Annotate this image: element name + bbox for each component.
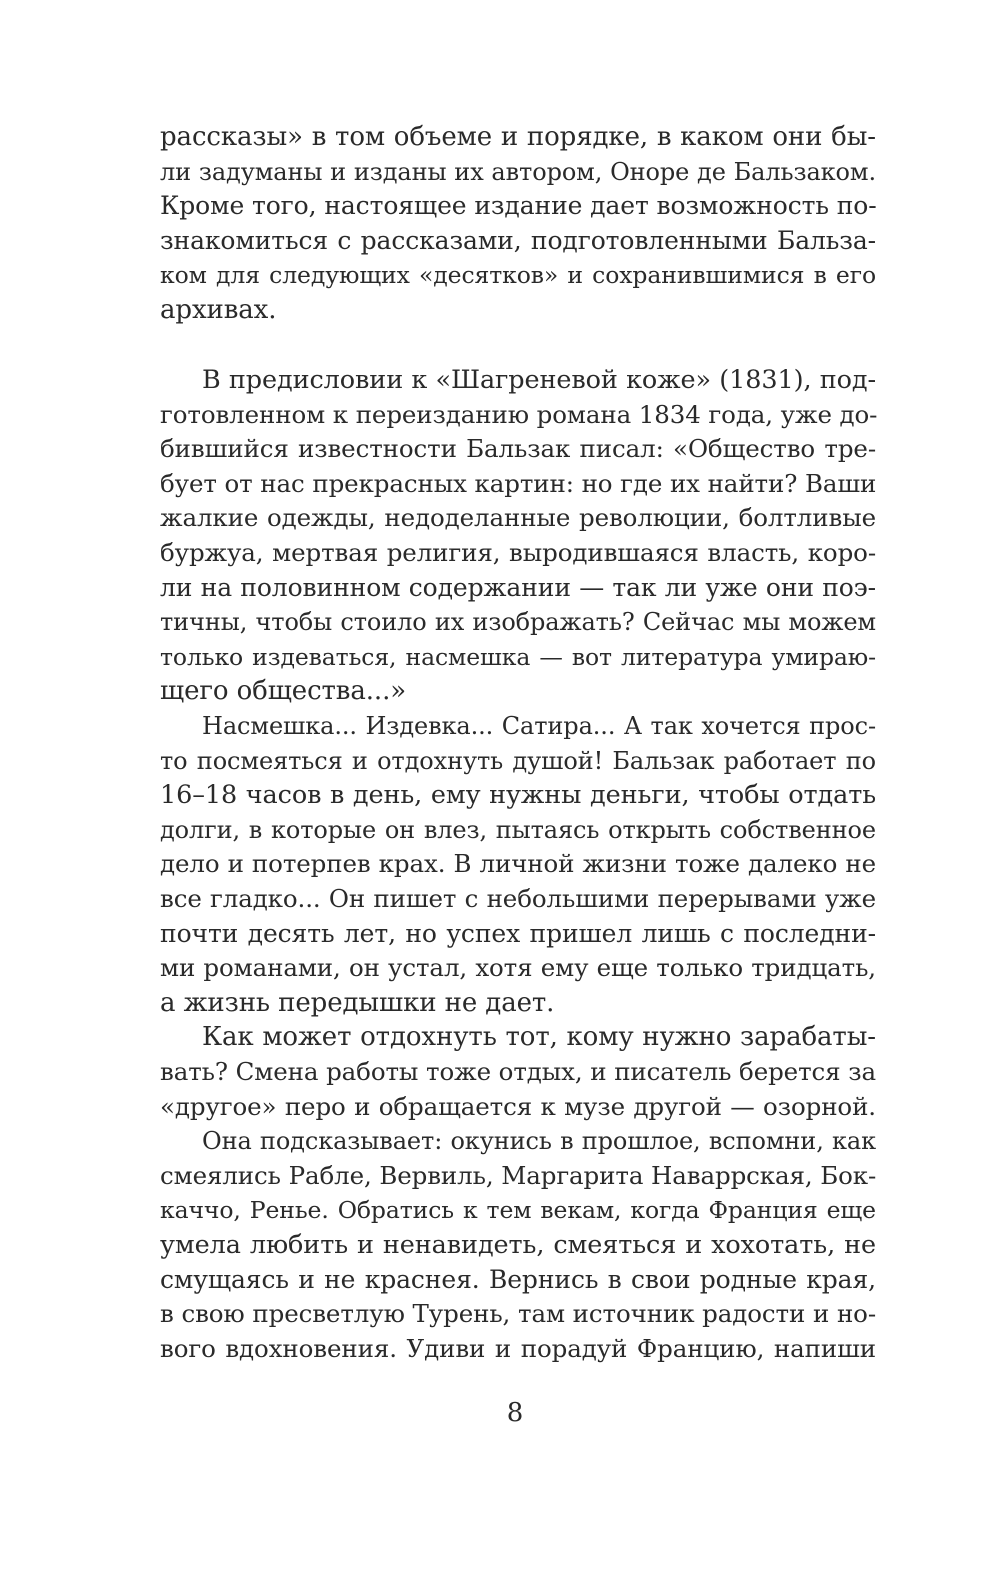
text-line: Насмешка... Издевка... Сатира... А так хочется прос- — [202, 712, 876, 740]
text-line: ком для следующих «десятков» и сохранившимися в его — [160, 261, 876, 290]
text-line: смущаясь и не краснея. Вернись в свои родные края, — [160, 1264, 876, 1294]
text-line: жалкие одежды, недоделанные революции, болтливые — [160, 503, 876, 533]
text-line: долги, в которые он влез, пытаясь открыть собственное — [160, 815, 876, 844]
text-line: каччо, Ренье. Обратись к тем векам, когда Франция еще — [160, 1196, 876, 1225]
text-line: то посмеяться и отдохнуть душой! Бальзак работает по — [160, 746, 876, 775]
text-line: а жизнь передышки не дает. — [160, 987, 555, 1018]
text-line: ми романами, он устал, хотя ему еще только тридцать, — [160, 953, 876, 983]
text-line: Она подсказывает: окунись в прошлое, вспомни, как — [202, 1127, 876, 1156]
text-line: смеялись Рабле, Вервиль, Маргарита Наваррская, Бок- — [160, 1160, 877, 1190]
text-line: В предисловии к «Шагреневой коже» (1831), под- — [202, 365, 876, 395]
text-line: только издеваться, насмешка — вот литература умираю- — [160, 642, 876, 671]
text-line: «другое» перо и обращается к музе другой — озорной. — [160, 1091, 876, 1121]
text-line: бившийся известности Бальзак писал: «Общество тре- — [160, 434, 876, 464]
text-line: готовленном к переизданию романа 1834 года, уже до- — [160, 399, 878, 429]
text-line: вого вдохновения. Удиви и порадуй Францию, напиши — [160, 1333, 876, 1363]
text-line: вать? Смена работы тоже отдых, и писатель берется за — [160, 1057, 876, 1086]
text-line: щего общества...» — [160, 676, 407, 707]
text-line: 16–18 часов в день, ему нужны деньги, чтобы отдать — [160, 780, 876, 811]
text-line: бует от нас прекрасных картин: но где их найти? Ваши — [160, 468, 877, 498]
text-line: тичны, чтобы стоило их изображать? Сейчас мы можем — [160, 608, 876, 637]
text-line: архивах. — [160, 295, 277, 325]
page-number: 8 — [506, 1398, 524, 1428]
text-line: Как может отдохнуть тот, кому нужно зарабаты- — [202, 1022, 876, 1053]
text-line: Кроме того, настоящее издание дает возможность по- — [160, 191, 877, 221]
text-line: ли задуманы и изданы их автором, Оноре де Бальзаком. — [160, 157, 876, 186]
text-line: буржуа, мертвая религия, выродившаяся власть, коро- — [160, 538, 876, 567]
text-line: все гладко... Он пишет с небольшими перерывами уже — [160, 884, 876, 913]
text-line: умела любить и ненавидеть, смеяться и хохотать, не — [160, 1230, 876, 1260]
text-line: почти десять лет, но успех пришел лишь с последни- — [160, 918, 876, 948]
text-line: знакомиться с рассказами, подготовленными Бальза- — [160, 225, 876, 255]
text-line: в свою пресветлую Турень, там источник радости и но- — [160, 1299, 876, 1329]
text-line: ли на половинном содержании — так ли уже они поэ- — [160, 572, 876, 602]
text-line: дело и потерпев крах. В личной жизни тоже далеко не — [160, 849, 876, 879]
text-line: рассказы» в том объеме и порядке, в каком они бы- — [160, 122, 876, 152]
